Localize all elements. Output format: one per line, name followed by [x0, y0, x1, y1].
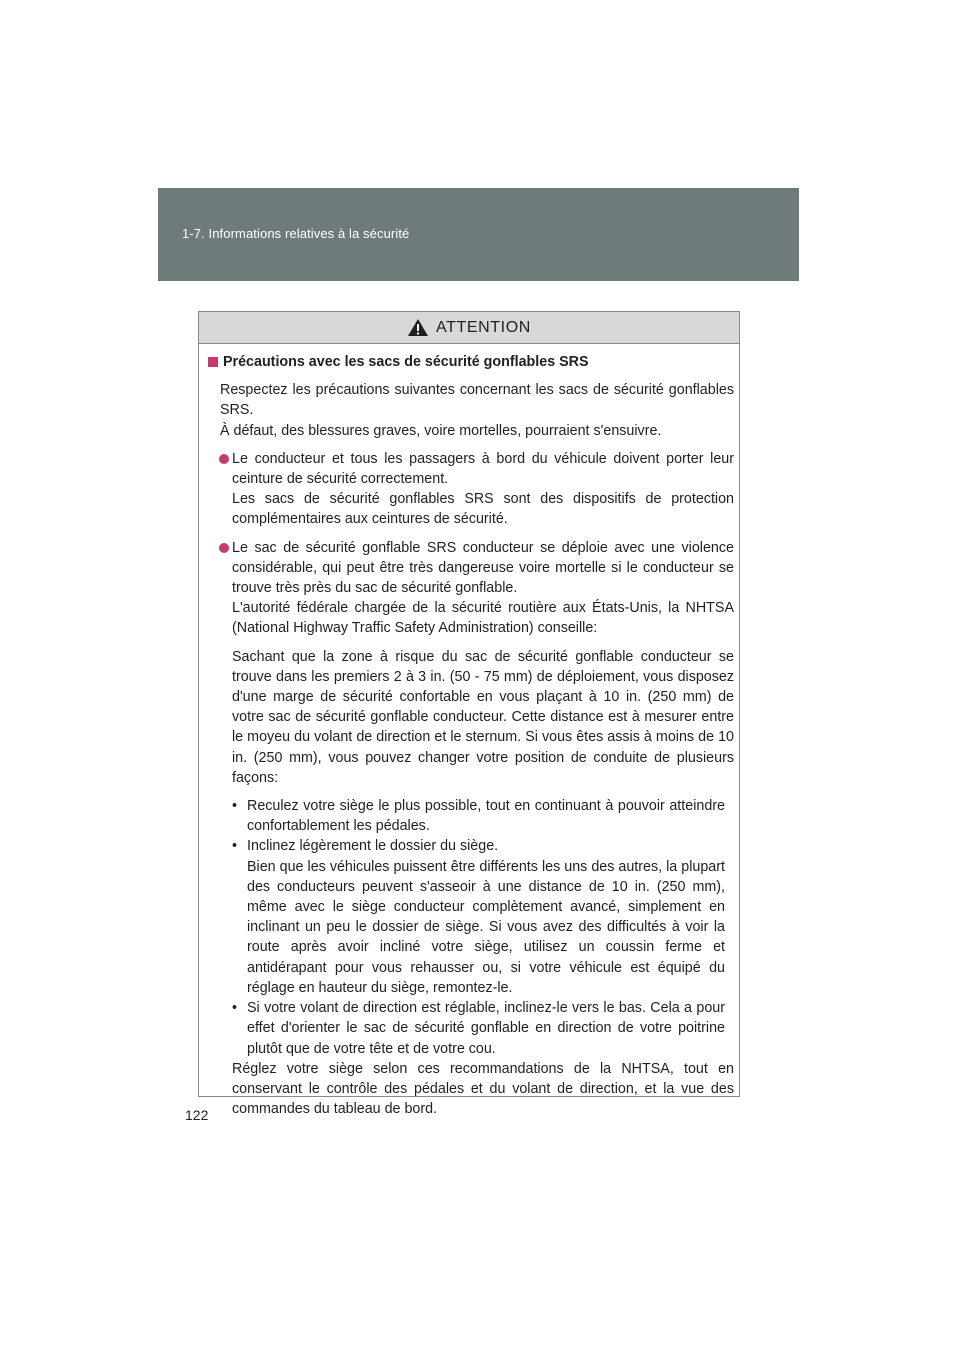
bullet-text: Le sac de sécurité gonflable SRS conducteur se déploie avec une violence considérable, qui peut être très dangereuse voire mortelle si le conducteur se trouve très près du sac de sécurité gonflable.	[232, 539, 734, 597]
bullet-icon: •	[232, 1000, 238, 1017]
attention-header	[199, 312, 739, 344]
page-number: 122	[185, 1107, 209, 1123]
advice-list	[199, 796, 739, 1059]
closing-paragraph: Réglez votre siège selon ces recommandations de la NHTSA, tout en conservant le contrôle des pédales et du volant de direction, et la vue des commandes du tableau de bord.	[232, 1060, 734, 1118]
bullet-text: L'autorité fédérale chargée de la sécurité routière aux États-Unis, la NHTSA (National Highway Traffic Safety Administration) conseille:	[232, 600, 734, 637]
bullet-icon: •	[232, 798, 238, 815]
section-title: 1-7. Informations relatives à la sécurité	[182, 226, 410, 241]
round-bullet-icon	[219, 543, 229, 553]
bullet-icon: •	[232, 838, 238, 855]
list-item: • Reculez votre siège le plus possible, tout en continuant à pouvoir atteindre confortablement les pédales.	[232, 798, 725, 835]
section-heading-text: Précautions avec les sacs de sécurité gonflables SRS	[223, 354, 589, 370]
attention-content	[199, 352, 739, 1119]
bullet-item	[199, 538, 739, 639]
square-bullet-icon	[208, 357, 218, 367]
intro-paragraph-2: À défaut, des blessures graves, voire mortelles, pourraient s'ensuivre.	[220, 422, 662, 439]
bullet-text: Le conducteur et tous les passagers à bord du véhicule doivent porter leur ceinture de sécurité correctement.	[232, 450, 734, 488]
list-item: • Si votre volant de direction est réglable, inclinez-le vers le bas. Cela a pour effet d'orienter le sac de sécurité gonflable en direction de votre poitrine plutôt que de votre tête et de votre cou.	[232, 1000, 725, 1057]
list-item: • Inclinez légèrement le dossier du siège. Bien que les véhicules puissent être différents les uns des autres, la plupart des conducteurs peuvent s'asseoir à une distance de 10 in. (250 mm), même avec le siège conducteur complètement avancé, simplement en inclinant un peu le dossier de siège. Si vous avez des difficultés à voir la route après avoir incliné votre siège, utilisez un coussin ferme et antidérapant pour vous rehausser ou, si votre véhicule est équipé du réglage en hauteur du siège, remontez-le.	[232, 838, 725, 996]
nhtsa-advice: Sachant que la zone à risque du sac de sécurité gonflable conducteur se trouve dans les premiers 2 à 3 in. (50 - 75 mm) de déploiement, vous disposez d'une marge de sécurité confortable en vous plaçant à 10 in. (250 mm) de votre sac de sécurité gonflable conducteur. Cette distance est à mesurer entre le moyeu du volant de direction et le sternum. Si vous êtes assis à moins de 10 in. (250 mm), vous pouvez changer votre position de conduite de plusieurs façons:	[232, 648, 734, 786]
attention-box	[198, 311, 740, 1118]
round-bullet-icon	[219, 454, 229, 464]
bullet-text: Les sacs de sécurité gonflables SRS sont des dispositifs de protection complémentaires aux ceintures de sécurité.	[232, 491, 734, 528]
intro-paragraph-1: Respectez les précautions suivantes concernant les sacs de sécurité gonflables SRS.	[220, 382, 734, 419]
warning-triangle-icon	[407, 318, 429, 337]
attention-title: ATTENTION	[436, 319, 531, 336]
section-header-band	[158, 188, 799, 281]
bullet-item	[199, 449, 739, 530]
section-heading	[199, 352, 739, 372]
